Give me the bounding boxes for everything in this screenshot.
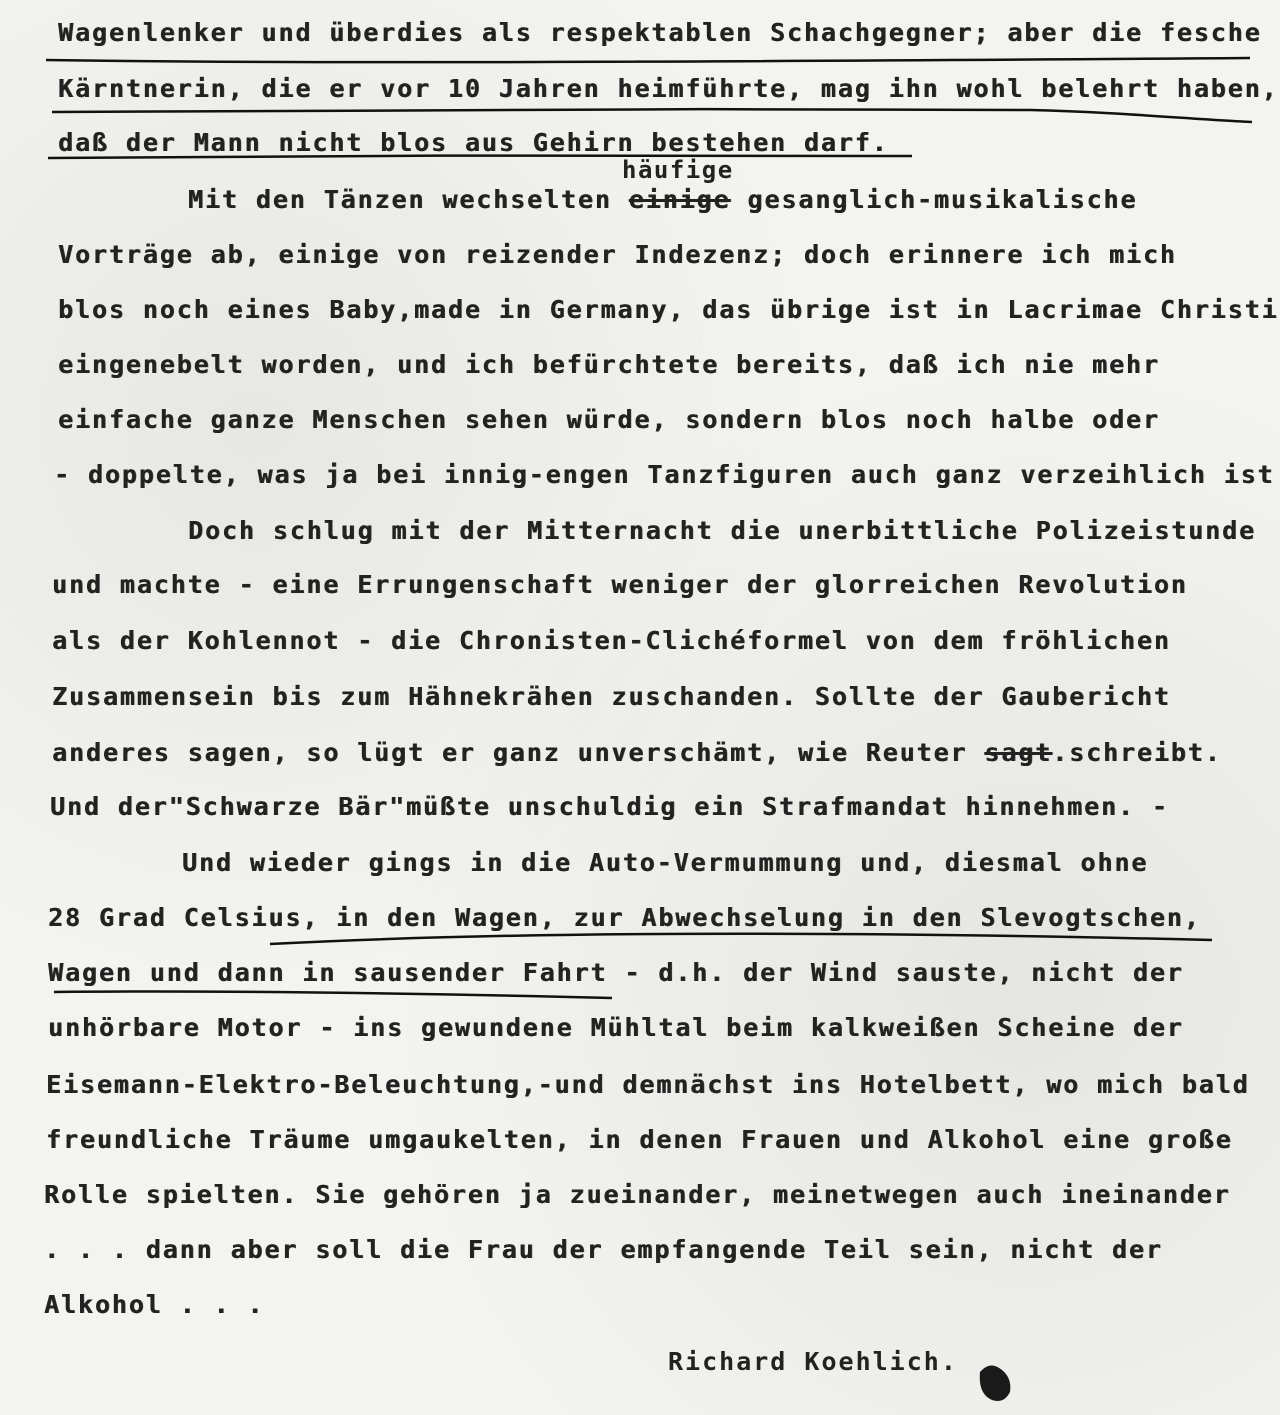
text-line-13: Zusammensein bis zum Hähnekrähen zuschanden. Sollte der Gaubericht bbox=[52, 682, 1171, 711]
text-line-1: Wagenlenker und überdies als respektablen Schachgegner; aber die fesche bbox=[58, 18, 1262, 47]
text-line-8: einfache ganze Menschen sehen würde, sondern blos noch halbe oder bbox=[58, 405, 1160, 434]
underline-5 bbox=[54, 991, 612, 998]
text-line-16: Und wieder gings in die Auto-Vermummung und, diesmal ohne bbox=[182, 848, 1149, 877]
text-line-7: eingenebelt worden, und ich befürchtete bereits, daß ich nie mehr bbox=[58, 350, 1160, 379]
text-line-21: freundliche Träume umgaukelten, in denen Frauen und Alkohol eine große bbox=[46, 1125, 1233, 1154]
text-line-18: Wagen und dann in sausender Fahrt - d.h. der Wind sauste, nicht der bbox=[48, 958, 1184, 987]
text-line-14-end: .schreibt. bbox=[1052, 738, 1222, 767]
text-line-5: Vorträge ab, einige von reizender Indezenz; doch erinnere ich mich bbox=[58, 240, 1177, 269]
struck-word: einige bbox=[628, 185, 731, 214]
ink-blot bbox=[980, 1365, 1011, 1401]
text-line-24: Alkohol . . . bbox=[44, 1290, 265, 1319]
underline-4 bbox=[270, 934, 1212, 944]
underline-2 bbox=[52, 109, 1252, 122]
text-line-17: 28 Grad Celsius, in den Wagen, zur Abwechselung in den Slevogtschen, bbox=[48, 903, 1201, 932]
text-line-2: Kärntnerin, die er vor 10 Jahren heimführte, mag ihn wohl belehrt haben, bbox=[58, 74, 1279, 103]
text-line-19: unhörbare Motor - ins gewundene Mühltal beim kalkweißen Scheine der bbox=[48, 1013, 1184, 1042]
text-line-3: daß der Mann nicht blos aus Gehirn bestehen darf. bbox=[58, 128, 889, 157]
text-line-14-start: anderes sagen, so lügt er ganz unverschämt, wie Reuter bbox=[52, 738, 968, 767]
inserted-word: häufige bbox=[622, 156, 734, 184]
signature: Richard Koehlich. bbox=[668, 1347, 958, 1376]
struck-word-2: sagt bbox=[984, 738, 1053, 767]
text-line-22: Rolle spielten. Sie gehören ja zueinander, meinetwegen auch ineinander bbox=[44, 1180, 1231, 1209]
text-line-6: blos noch eines Baby,made in Germany, das übrige ist in Lacrimae Christi bbox=[58, 295, 1279, 324]
text-line-4-end: gesanglich-musikalische bbox=[747, 185, 1138, 214]
text-line-4 bbox=[188, 185, 1137, 215]
text-line-15: Und der"Schwarze Bär"müßte unschuldig ein Strafmandat hinnehmen. - bbox=[50, 792, 1169, 821]
text-line-23: . . . dann aber soll die Frau der empfangende Teil sein, nicht der bbox=[44, 1235, 1163, 1264]
text-line-11: und machte - eine Errungenschaft weniger der glorreichen Revolution bbox=[52, 570, 1188, 599]
text-line-14 bbox=[52, 738, 1222, 768]
text-line-10: Doch schlug mit der Mitternacht die unerbittliche Polizeistunde bbox=[188, 516, 1256, 545]
text-line-9: - doppelte, was ja bei innig-engen Tanzfiguren auch ganz verzeihlich ist bbox=[54, 460, 1275, 489]
text-line-20: Eisemann-Elektro-Beleuchtung,-und demnächst ins Hotelbett, wo mich bald bbox=[46, 1070, 1250, 1099]
text-line-4-start: Mit den Tänzen wechselten bbox=[188, 185, 612, 214]
text-line-12: als der Kohlennot - die Chronisten-Clichéformel von dem fröhlichen bbox=[52, 626, 1171, 655]
underline-1 bbox=[46, 58, 1250, 62]
